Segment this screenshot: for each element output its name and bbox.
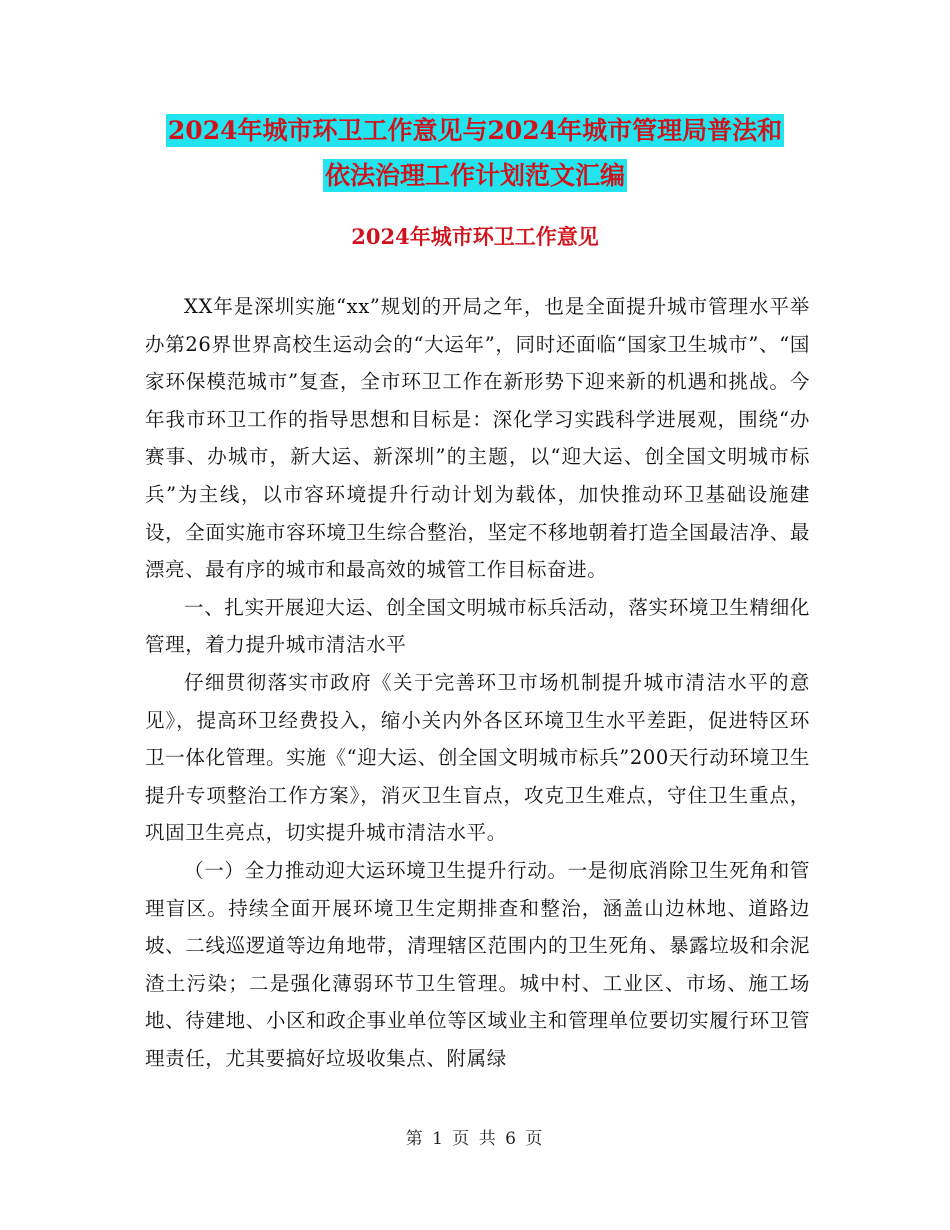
document-body [145, 288, 810, 1077]
title-highlight: 2024年城市环卫工作意见与2024年城市管理局普法和 [167, 116, 783, 145]
page-footer: 第 1 页 共 6 页 [405, 1129, 545, 1149]
document-title-line-2 [0, 156, 950, 196]
title-highlight: 依法治理工作计划范文汇编 [324, 161, 625, 190]
document-title-line-1 [0, 111, 950, 151]
body-paragraph: （一）全力推动迎大运环境卫生提升行动。一是彻底消除卫生死角和管理盲区。持续全面开展环境卫生定期排查和整治，涵盖山边林地、道路边坡、二线巡逻道等边角地带，清理辖区范围内的卫生死角、暴露垃圾和余泥渣土污染；二是强化薄弱环节卫生管理。城中村、工业区、市场、施工场地、待建地、小区和政企事业单位等区域业主和管理单位要切实履行环卫管理责任，尤其要搞好垃圾收集点、附属绿 [145, 858, 810, 1070]
body-paragraph: XX年是深圳实施“xx”规划的开局之年，也是全面提升城市管理水平举办第26界世界高校生运动会的“大运年”，同时还面临“国家卫生城市”、“国家环保模范城市”复查，全市环卫工作在新形势下迎来新的机遇和挑战。今年我市环卫工作的指导思想和目标是：深化学习实践科学进展观，围绕“办赛事、办城市，新大运、新深圳”的主题，以“迎大运、创全国文明城市标兵”为主线，以市容环境提升行动计划为载体，加快推动环卫基础设施建设，全面实施市容环境卫生综合整治，坚定不移地朝着打造全国最洁净、最漂亮、最有序的城市和最高效的城管工作目标奋进。 [145, 295, 810, 582]
section-title: 2024年城市环卫工作意见 [351, 224, 599, 249]
body-paragraph: 仔细贯彻落实市政府《关于完善环卫市场机制提升城市清洁水平的意见》，提高环卫经费投入，缩小关内外各区环境卫生水平差距，促进特区环卫一体化管理。实施《“迎大运、创全国文明城市标兵”200天行动环境卫生提升专项整治工作方案》，消灭卫生盲点，攻克卫生难点，守住卫生重点，巩固卫生亮点，切实提升城市清洁水平。 [145, 670, 810, 845]
body-paragraph: 一、扎实开展迎大运、创全国文明城市标兵活动，落实环境卫生精细化管理，着力提升城市清洁水平 [145, 595, 810, 657]
